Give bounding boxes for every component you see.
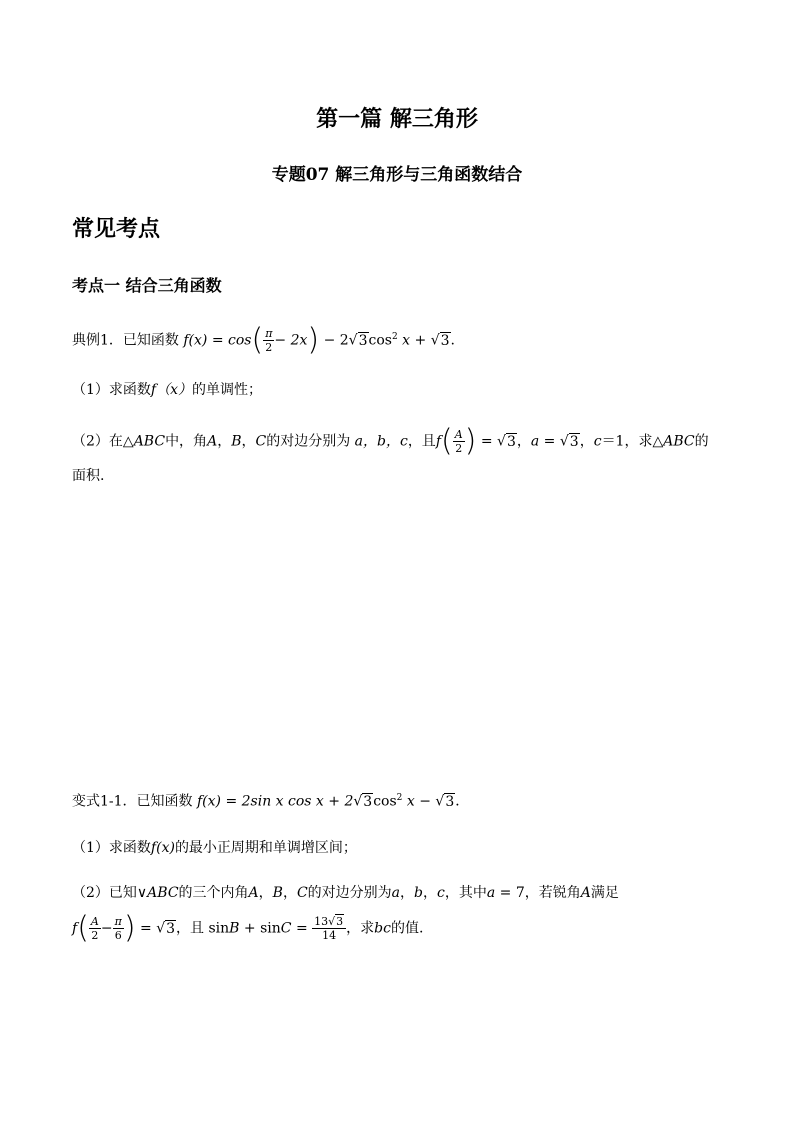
example1-question2-cont: 面积. — [72, 468, 105, 484]
variant1-question2: （2）已知∨ABC的三个内角A，B，C的对边分别为a，b，c，其中a = 7，若锐角A满足 — [72, 885, 619, 901]
section-heading: 常见考点 — [72, 216, 161, 242]
variant1-statement: 变式1-1．已知函数 f(x) = 2sin x $\cos x + 2√3\cos^2$ x − √3． — [72, 793, 470, 810]
pi-over-2-fraction: $\frac{\pi}{2}$ — [265, 327, 273, 355]
example1-statement: 典例1．已知函数 f(x) = cos( $\frac{\pi}{2}$ − $2x) - 2√3\cos^2$ x + √3. — [72, 322, 455, 358]
variant1-question1: （1）求函数f(x)的最小正周期和单调增区间； — [72, 840, 357, 856]
page-subtitle: 专题07 解三角形与三角函数结合 — [271, 165, 523, 185]
subsection-heading: 考点一 结合三角函数 — [72, 276, 222, 295]
example1-question2: （2）在△ABC中，角A，B，C的对边分别为 a，b，c，且f( $\frac{A}{2}$ ) = √3，a = √3，c＝1，求△ABC的 — [72, 423, 709, 459]
variant1-question2-cont: f( $\frac{A}{2}$ − $\frac{\pi}{6}$ ) = √3，且 sinB + sinC = $\frac{13√3}{14}$ ，求bc的值. — [72, 910, 424, 946]
example1-question1: （1）求函数f（x）的单调性； — [72, 382, 262, 398]
page-title: 第一篇 解三角形 — [316, 106, 478, 132]
